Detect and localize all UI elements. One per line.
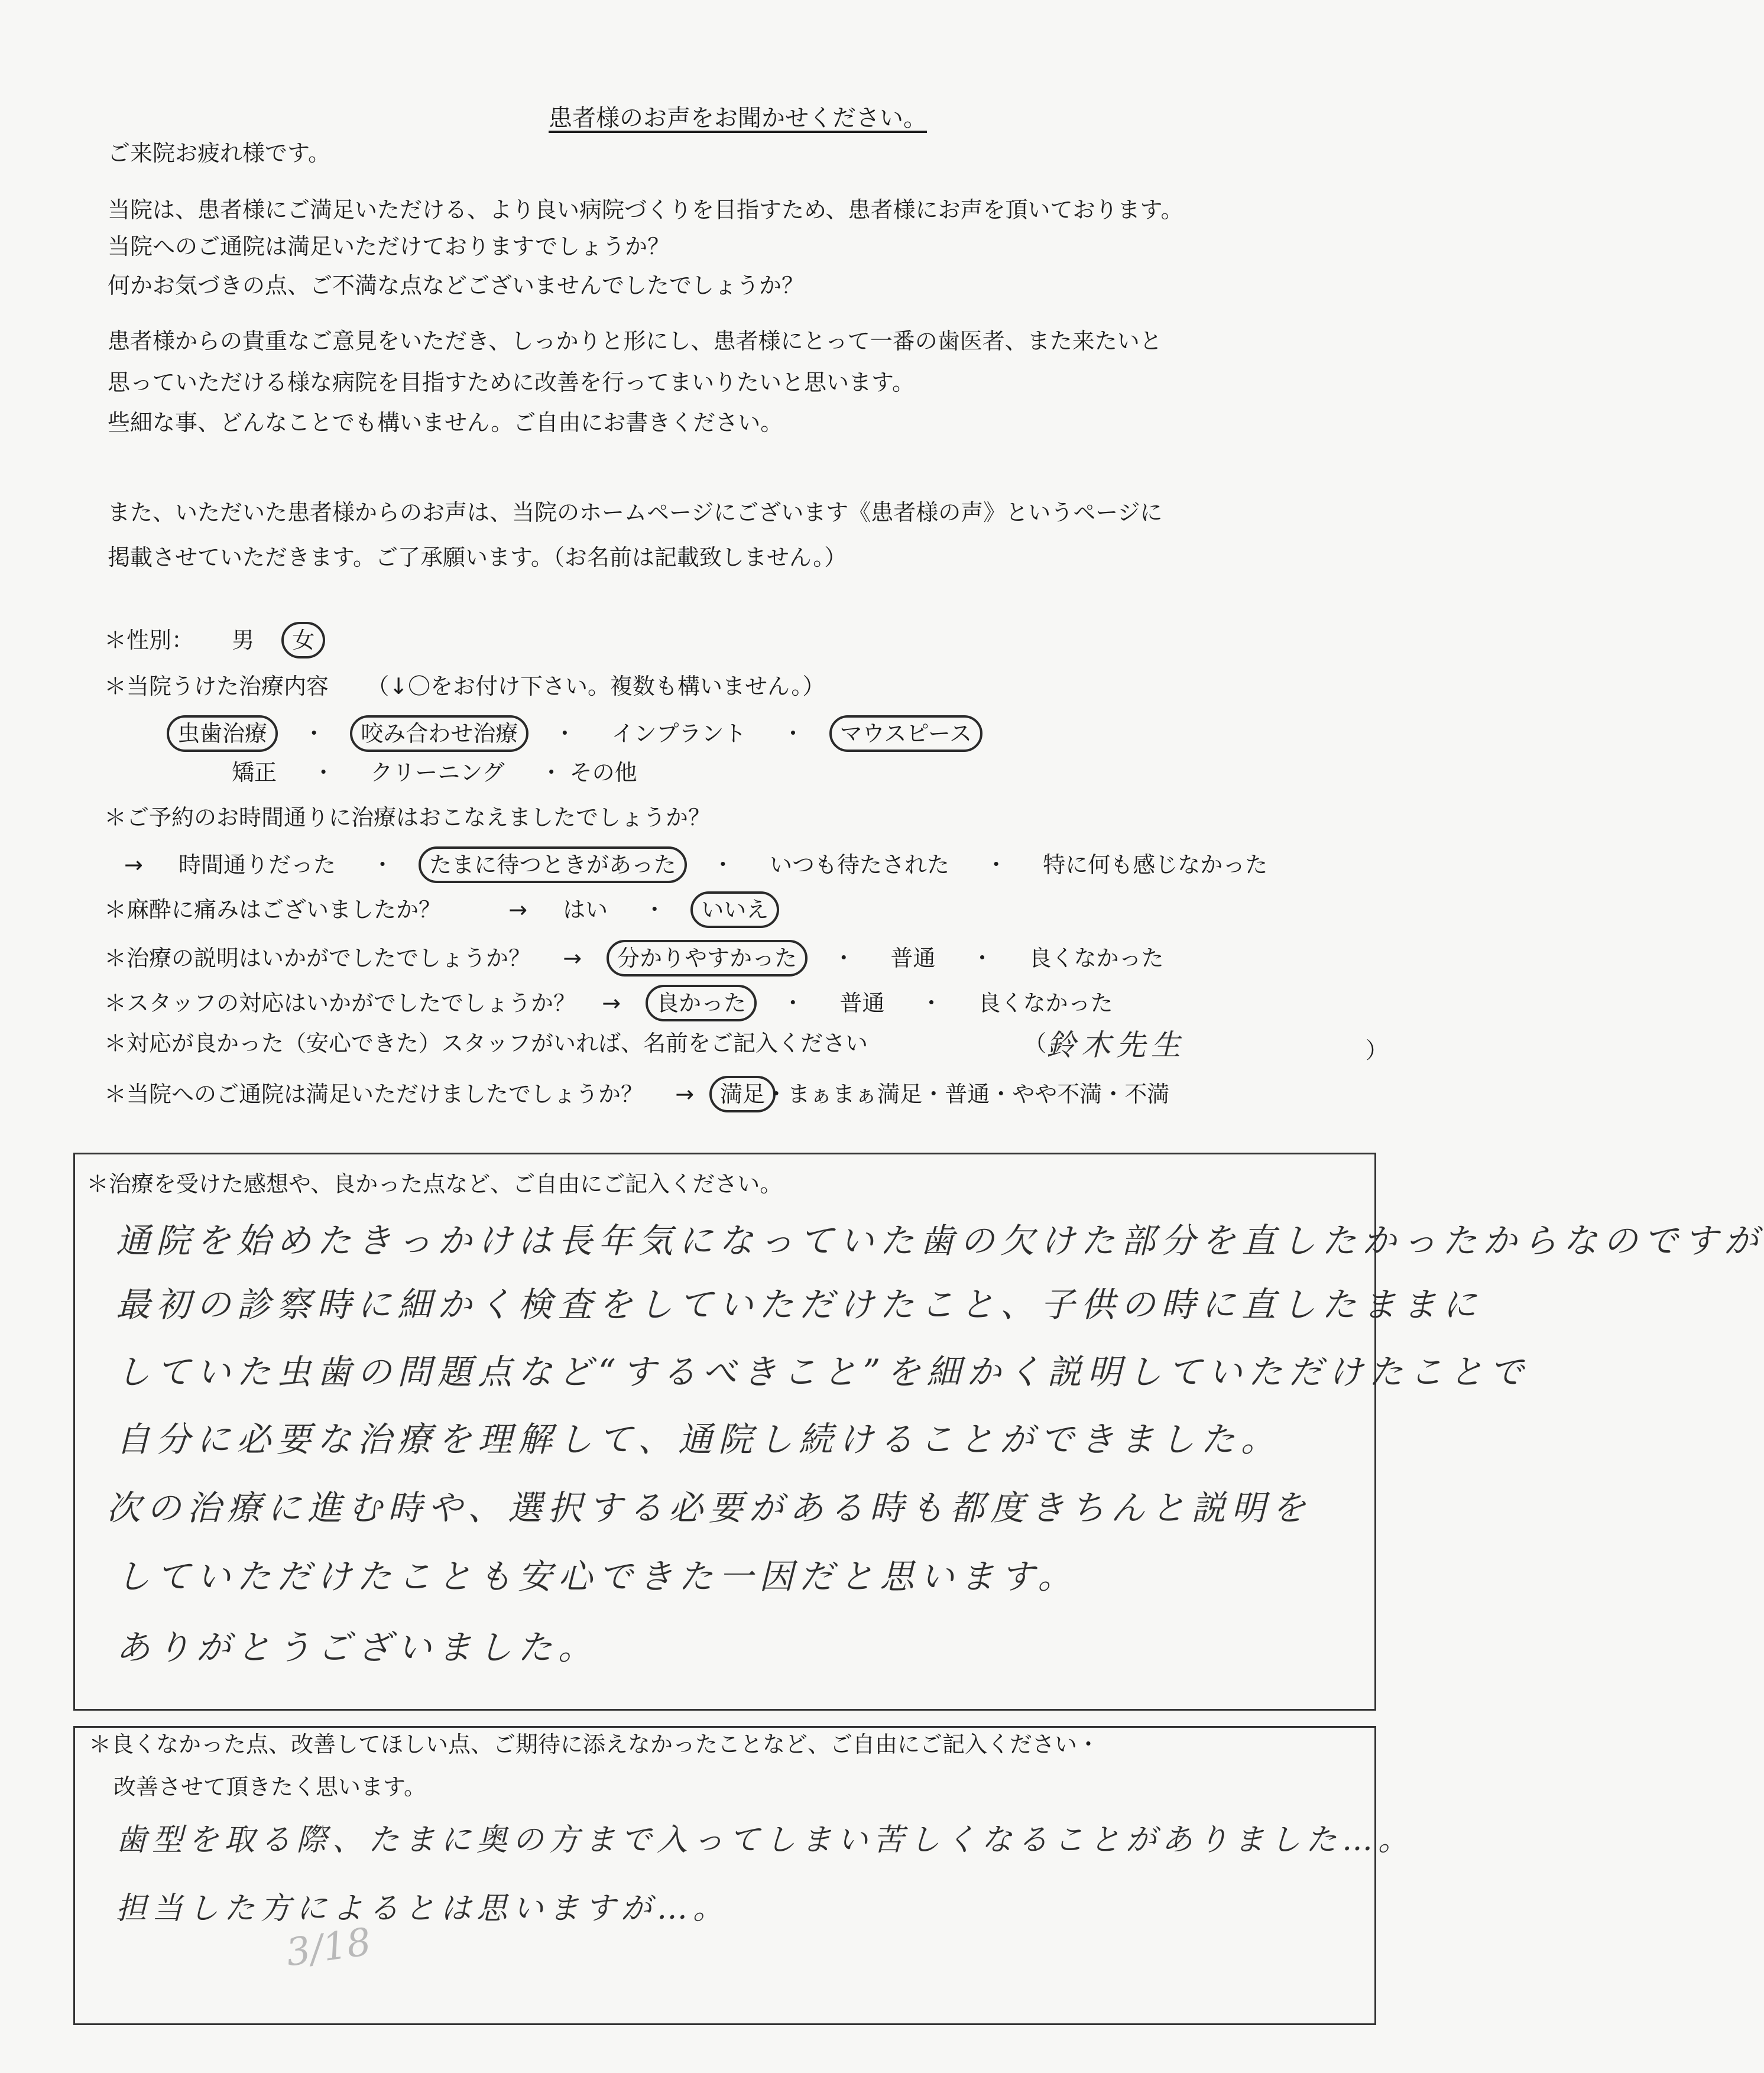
handwritten-line-2: 最初の診察時に細かく検査をしていただけたこと、子供の時に直したままに xyxy=(116,1284,1483,1325)
q-name-question: ＊対応が良かった（安心できた）スタッフがいれば、名前をご記入ください xyxy=(104,1030,868,1056)
staff-option-normal[interactable]: 普通 xyxy=(839,990,885,1016)
satisfy-option-normal[interactable]: 普通 xyxy=(945,1081,990,1107)
handwritten-line-7: ありがとうございました。 xyxy=(116,1627,599,1668)
separator: ・ xyxy=(971,945,994,971)
separator: ・ xyxy=(303,721,326,747)
q-time-question: ＊ご予約のお時間通りに治療はおこなえましたでしょうか？ xyxy=(104,804,711,831)
notice-line-1: また、いただいた患者様からのお声は、当院のホームページにございます《患者様の声》というページに xyxy=(108,499,1163,525)
separator: ・ xyxy=(985,852,1008,878)
gender-male[interactable]: 男 xyxy=(232,627,255,653)
q-pain-row xyxy=(104,891,768,928)
separator: ・ xyxy=(765,1081,788,1107)
intro-line-2: 当院は、患者様にご満足いただける、より良い病院づくりを目指すため、患者様にお声を頂いております。 xyxy=(108,197,1183,223)
staff-option-bad[interactable]: 良くなかった xyxy=(978,990,1113,1016)
handwritten-line-1: 通院を始めたきっかけは長年気になっていた歯の欠けた部分を直したかったからなのですが xyxy=(116,1221,1764,1261)
option-orthodontics[interactable]: 矯正 xyxy=(232,760,277,786)
option-bite-selected[interactable]: 咬み合わせ治療 xyxy=(350,715,528,752)
q-explain-question: ＊治療の説明はいかがでしたでしょうか？ xyxy=(104,945,531,971)
handwritten-line-5: 次の治療に進む時や、選択する必要がある時も都度きちんと説明を xyxy=(106,1488,1312,1528)
q-staff-row xyxy=(104,985,1113,1021)
q-name-close-paren: ） xyxy=(1366,1037,1389,1063)
handwritten-line-3: していた虫歯の問題点など“するべきこと”を細かく説明していただけたことで xyxy=(116,1352,1530,1392)
intro-line-7: 些細な事、どんなことでも構いません。ご自由にお書きください。 xyxy=(108,410,783,436)
arrow-icon: → xyxy=(602,990,621,1016)
intro-line-6: 思っていただける様な病院を目指すために改善を行ってまいりたいと思います。 xyxy=(108,369,915,395)
separator: ・ xyxy=(920,990,943,1016)
separator: ・ xyxy=(553,721,576,747)
notice-line-2: 掲載させていただきます。ご了承願います。（お名前は記載致しません。） xyxy=(108,544,847,570)
intro-line-1: ご来院お疲れ様です。 xyxy=(108,140,330,166)
staff-option-good-selected[interactable]: 良かった xyxy=(646,985,757,1021)
separator: ・ xyxy=(922,1081,945,1107)
q-staff-question: ＊スタッフの対応はいかがでしたでしょうか？ xyxy=(104,990,576,1016)
separator: ・ xyxy=(832,945,855,971)
arrow-icon: → xyxy=(675,1081,695,1107)
separator: ・ xyxy=(371,852,394,878)
time-option-none[interactable]: 特に何も感じなかった xyxy=(1043,852,1268,878)
treatment-label: ＊当院うけた治療内容 xyxy=(104,673,329,699)
q-time-options xyxy=(124,846,1267,883)
feedback-improvement-prompt-2: 改善させて頂きたく思います。 xyxy=(114,1774,426,1800)
option-implant[interactable]: インプラント xyxy=(611,721,747,747)
treatment-row-2 xyxy=(232,758,637,787)
option-cleaning[interactable]: クリーニング xyxy=(370,760,505,786)
time-option-sometimes-selected[interactable]: たまに待つときがあった xyxy=(419,846,687,883)
q-pain-question: ＊麻酔に痛みはございましたか？ xyxy=(104,897,442,923)
faint-date-mark: 3/18 xyxy=(283,1920,374,1975)
satisfy-option-slightly-unsatisfied[interactable]: やや不満 xyxy=(1012,1081,1102,1107)
q-explain-row xyxy=(104,940,1164,977)
handwritten-improvement-line-1: 歯型を取る際、たまに奥の方まで入ってしまい苦しくなることがありました…。 xyxy=(116,1822,1415,1858)
treatment-label-row xyxy=(104,671,825,701)
gender-label: ＊性別： xyxy=(104,627,194,653)
intro-line-3: 当院へのご通院は満足いただけておりますでしょうか？ xyxy=(108,233,670,259)
treatment-note: （↓〇をお付け下さい。複数も構いません。） xyxy=(367,673,825,699)
separator: ・ xyxy=(711,852,734,878)
satisfy-option-somewhat[interactable]: まぁまぁ満足 xyxy=(787,1081,923,1107)
gender-female-selected[interactable]: 女 xyxy=(281,622,325,658)
feedback-positive-prompt: ＊治療を受けた感想や、良かった点など、ご自由にご記入ください。 xyxy=(86,1171,783,1197)
option-mouthpiece-selected[interactable]: マウスピース xyxy=(829,715,982,752)
explain-option-normal[interactable]: 普通 xyxy=(890,945,936,971)
separator: ・ xyxy=(1102,1081,1125,1107)
separator: ・ xyxy=(990,1081,1013,1107)
separator: ・ xyxy=(782,721,805,747)
arrow-icon: → xyxy=(124,852,143,878)
satisfy-option-unsatisfied[interactable]: 不満 xyxy=(1124,1081,1170,1107)
pain-option-no-selected[interactable]: いいえ xyxy=(690,891,779,928)
separator: ・ xyxy=(540,760,563,786)
gender-row xyxy=(104,622,314,658)
feedback-improvement-box[interactable] xyxy=(73,1726,1376,2025)
explain-option-clear-selected[interactable]: 分かりやすかった xyxy=(607,940,808,977)
separator: ・ xyxy=(782,990,805,1016)
treatment-row-1 xyxy=(177,715,972,752)
q-satisfy-question: ＊当院へのご通院は満足いただけましたでしょうか？ xyxy=(104,1081,644,1107)
separator: ・ xyxy=(312,760,335,786)
explain-option-bad[interactable]: 良くなかった xyxy=(1029,945,1164,971)
feedback-improvement-prompt-1: ＊良くなかった点、改善してほしい点、ご期待に添えなかったことなど、ご自由にご記入ください・ xyxy=(89,1731,1100,1757)
time-option-always[interactable]: いつも待たされた xyxy=(769,852,949,878)
handwritten-line-4: 自分に必要な治療を理解して、通院し続けることができました。 xyxy=(116,1419,1281,1459)
page-title: 患者様のお声をお聞かせください。 xyxy=(549,105,927,132)
q-satisfy-row xyxy=(104,1076,1169,1112)
time-option-on-time[interactable]: 時間通りだった xyxy=(178,852,336,878)
intro-line-4: 何かお気づきの点、ご不満な点などございませんでしたでしょうか？ xyxy=(108,272,805,299)
handwritten-line-6: していただけたことも安心できた一因だと思います。 xyxy=(116,1556,1078,1597)
satisfy-option-satisfied-selected[interactable]: 満足 xyxy=(709,1076,776,1112)
pain-option-yes[interactable]: はい xyxy=(563,897,608,923)
separator: ・ xyxy=(643,897,666,923)
staff-name-answer[interactable]: 鈴木先生 xyxy=(1046,1028,1186,1062)
handwritten-improvement-line-2: 担当した方によるとは思いますが…。 xyxy=(116,1891,729,1926)
q-name-open-paren: （ xyxy=(1024,1030,1047,1056)
arrow-icon: → xyxy=(508,897,528,923)
arrow-icon: → xyxy=(563,945,582,971)
intro-line-5: 患者様からの貴重なご意見をいただき、しっかりと形にし、患者様にとって一番の歯医者、また来たいと xyxy=(108,328,1162,354)
option-cavity-selected[interactable]: 虫歯治療 xyxy=(167,715,278,752)
option-other[interactable]: その他 xyxy=(569,760,637,786)
